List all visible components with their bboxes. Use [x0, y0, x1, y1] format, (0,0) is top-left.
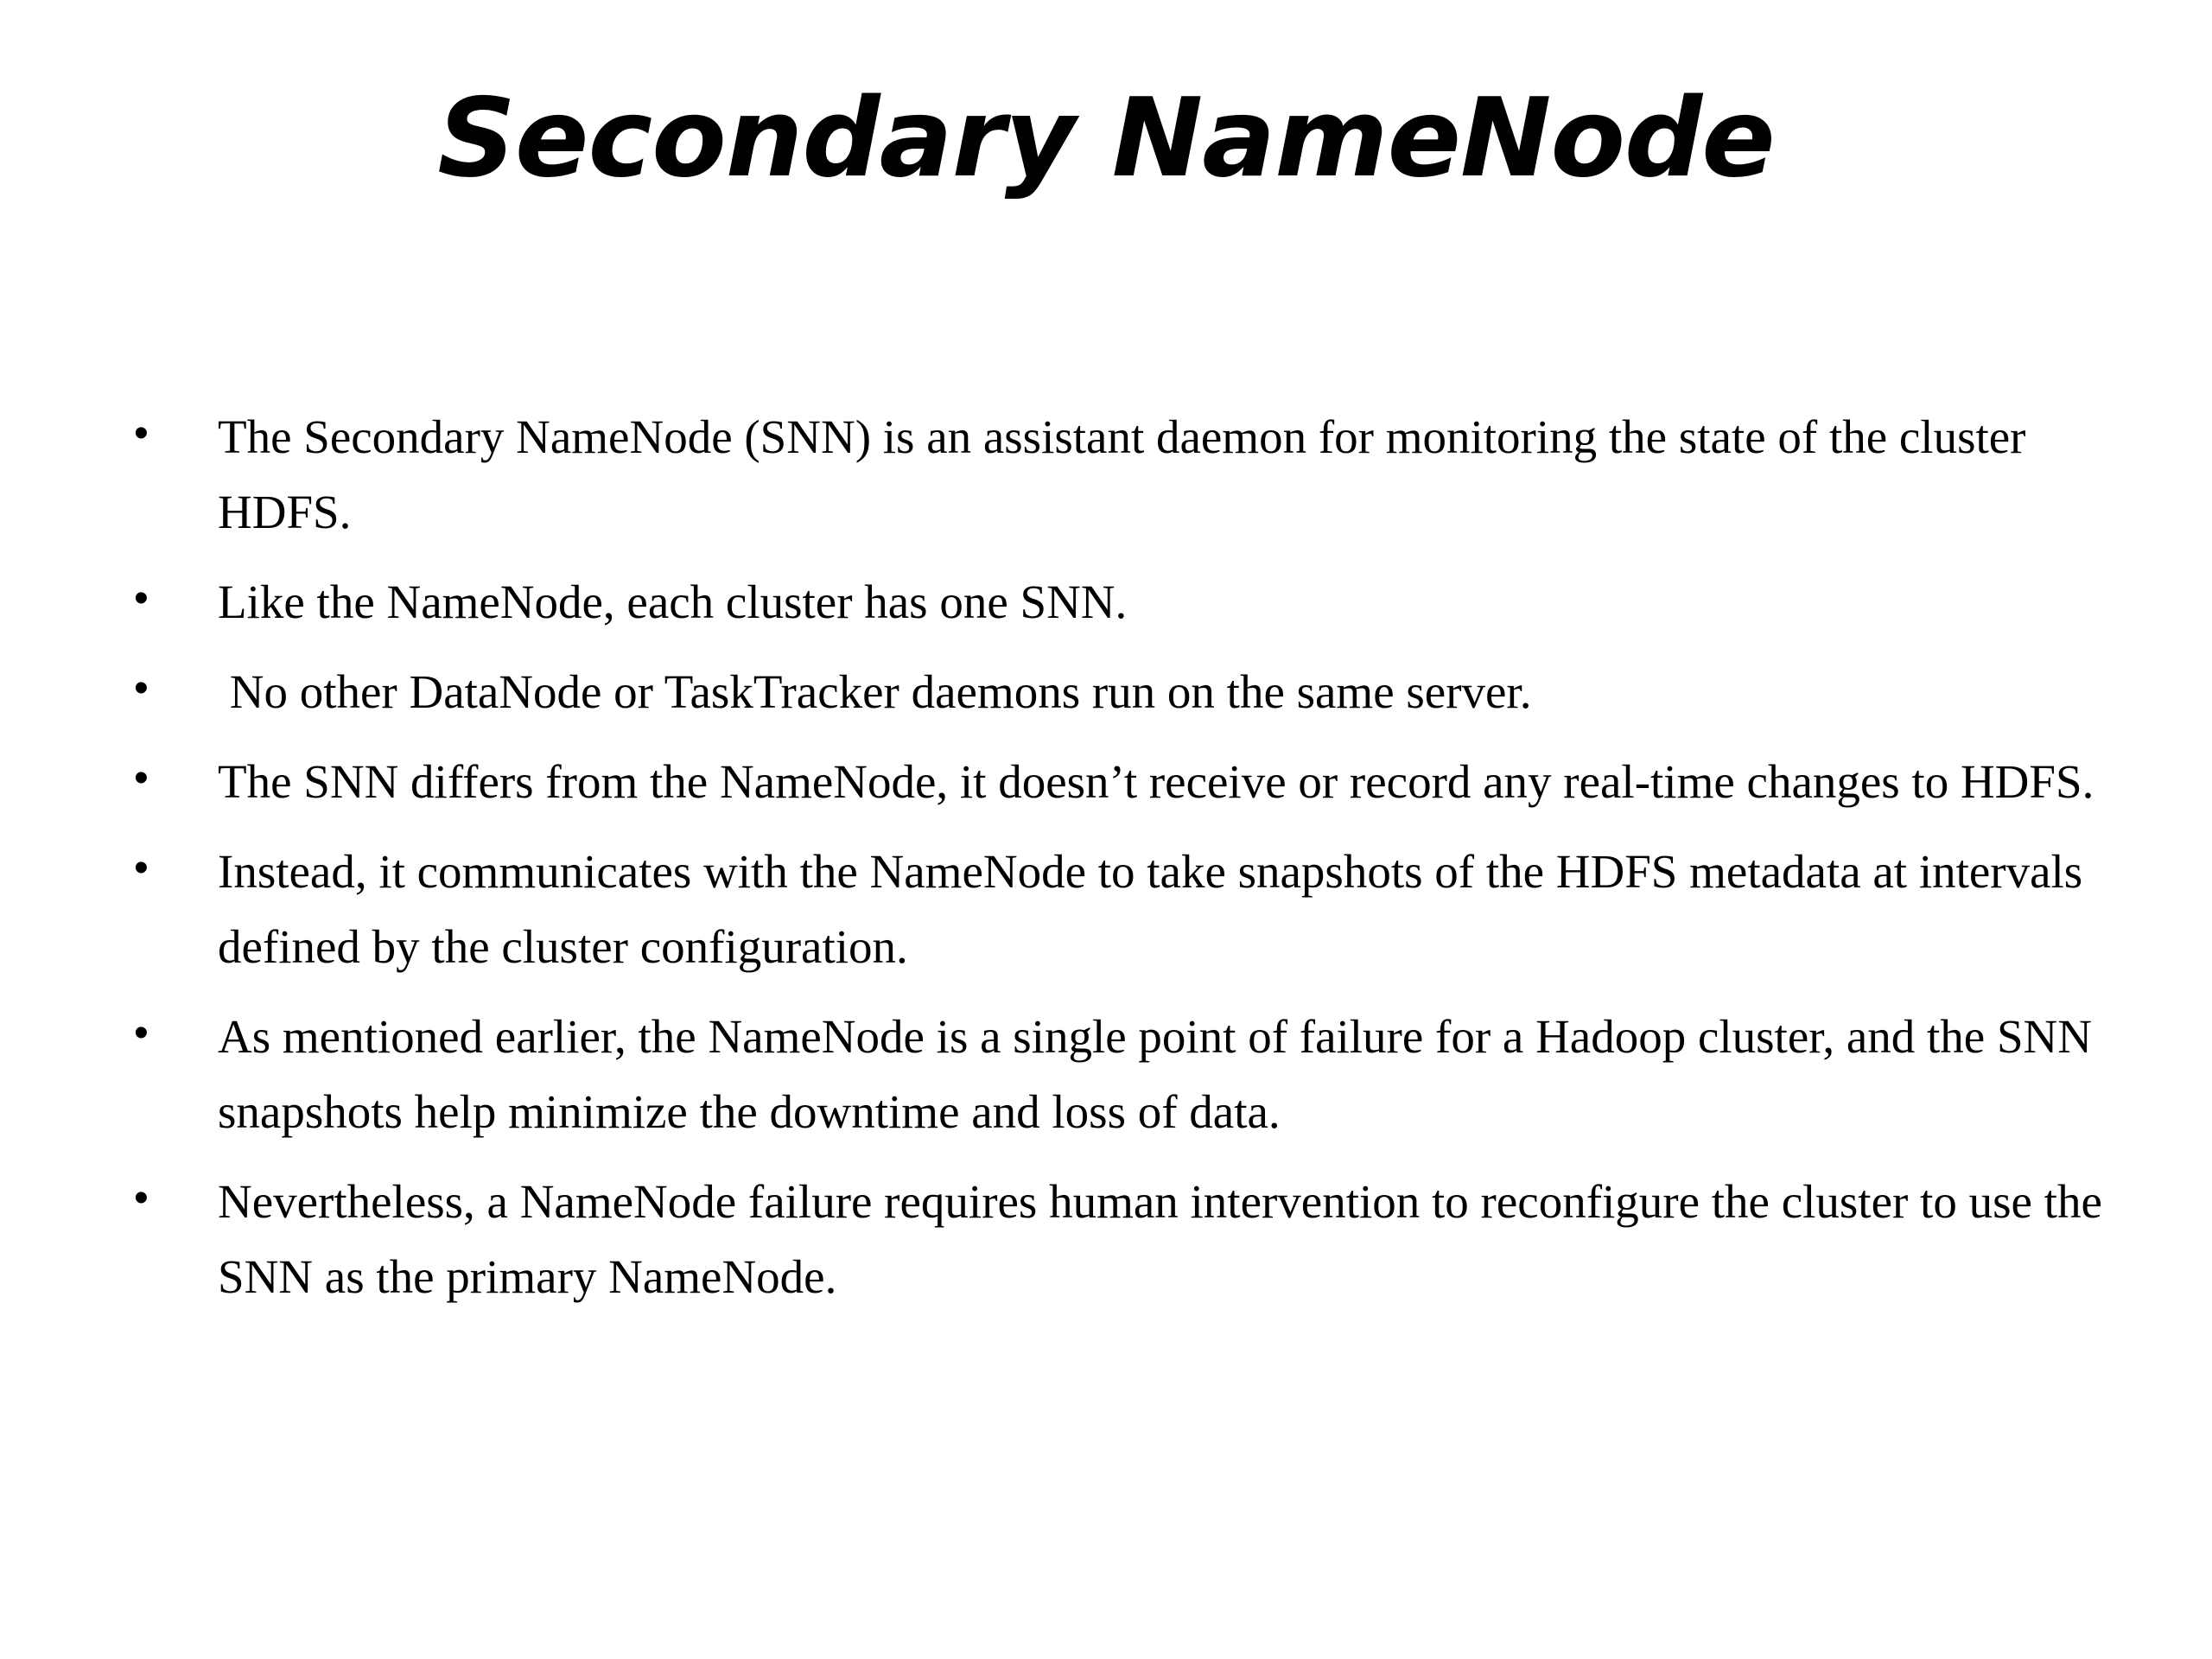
- bullet-item: [130, 744, 2117, 819]
- bullet-text: As mentioned earlier, the NameNode is a single point of failure for a Hadoop cluster, and the SNN snapshots help minimize the downtime and loss of data.: [218, 1010, 2092, 1138]
- bullet-icon: •: [134, 755, 149, 801]
- bullet-item: [130, 654, 2117, 729]
- bullet-item: [130, 834, 2117, 984]
- bullet-text: The SNN differs from the NameNode, it doesn’t receive or record any real-time changes to HDFS.: [218, 755, 2094, 808]
- bullet-icon: •: [134, 410, 149, 456]
- bullet-item: [130, 999, 2117, 1149]
- bullet-text: Like the NameNode, each cluster has one SNN.: [218, 575, 1128, 628]
- bullet-item: [130, 399, 2117, 550]
- bullet-text: No other DataNode or TaskTracker daemons run on the same server.: [218, 665, 1532, 718]
- bullet-icon: •: [134, 1010, 149, 1056]
- bullet-list: [130, 399, 2117, 1329]
- bullet-icon: •: [134, 575, 149, 621]
- bullet-icon: •: [134, 665, 149, 711]
- bullet-icon: •: [134, 845, 149, 891]
- bullet-item: [130, 1164, 2117, 1314]
- bullet-text: Instead, it communicates with the NameNode to take snapshots of the HDFS metadata at intervals defined by the cluster configuration.: [218, 845, 2083, 973]
- bullet-item: [130, 564, 2117, 639]
- bullet-icon: •: [134, 1175, 149, 1221]
- bullet-text: The Secondary NameNode (SNN) is an assistant daemon for monitoring the state of the cluster HDFS.: [218, 410, 2026, 538]
- bullet-text: Nevertheless, a NameNode failure requires human intervention to reconfigure the cluster to use the SNN as the primary NameNode.: [218, 1175, 2102, 1303]
- slide-title: Secondary NameNode: [437, 74, 1775, 201]
